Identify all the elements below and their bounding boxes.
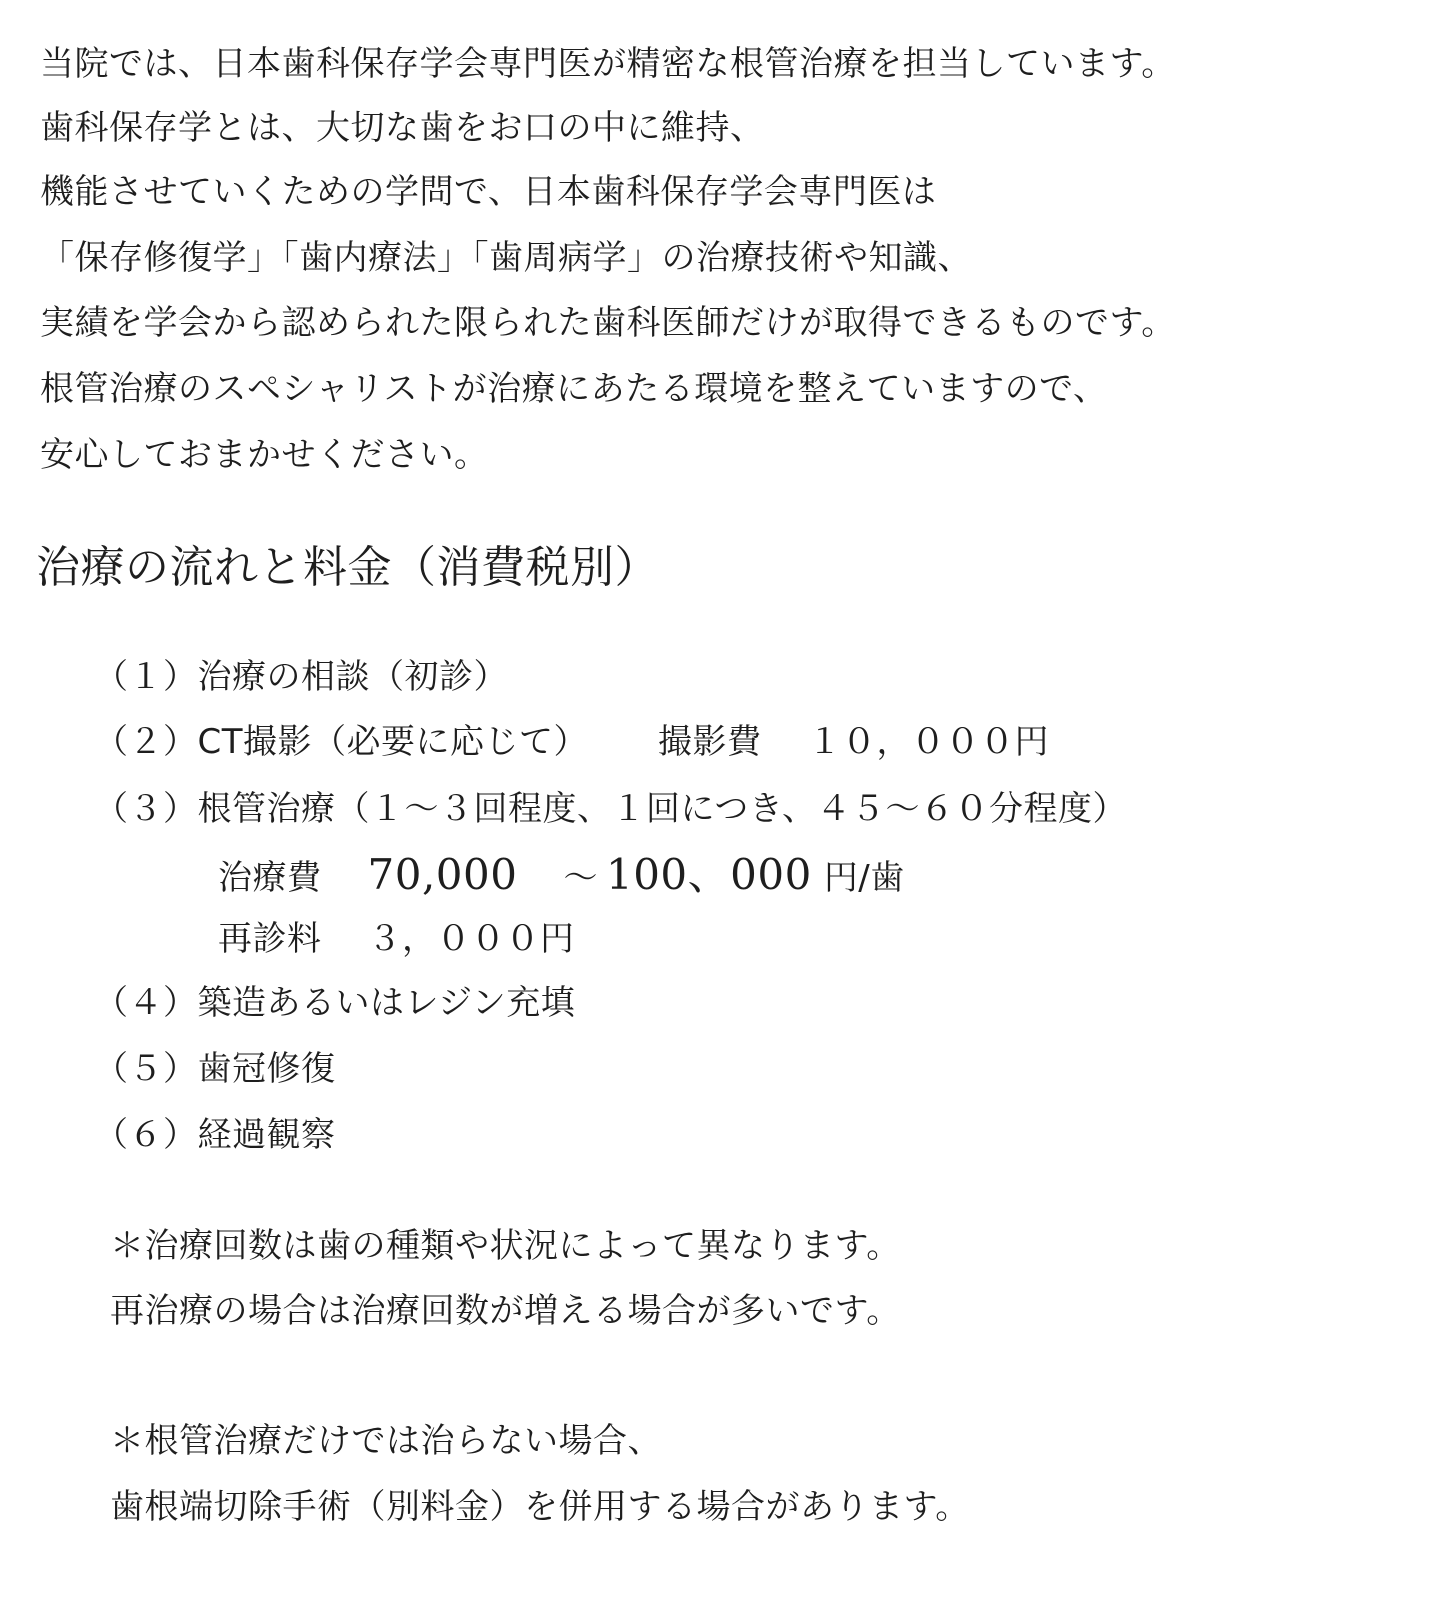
ct-fee-label: 撮影費 — [658, 722, 762, 762]
step-crown-restoration: （５）歯冠修復 — [94, 1049, 336, 1089]
step-follow-up: （６）経過観察 — [94, 1115, 336, 1155]
treatment-fee-min: 70,000 — [367, 850, 518, 899]
revisit-fee-value: ３，０００円 — [367, 919, 575, 959]
intro-line-2: 歯科保存学とは、大切な歯をお口の中に維持、 — [40, 108, 765, 148]
section-title: 治療の流れと料金（消費税別） — [36, 542, 659, 593]
treatment-fee-tilde: ～ — [563, 858, 598, 898]
note-line-2: 再治療の場合は治療回数が増える場合が多いです。 — [110, 1291, 901, 1331]
revisit-fee — [218, 919, 575, 959]
step-core-buildup: （４）築造あるいはレジン充填 — [94, 983, 576, 1023]
treatment-fee — [218, 852, 905, 901]
intro-line-6: 根管治療のスペシャリストが治療にあたる環境を整えていますので、 — [40, 369, 1108, 409]
treatment-fee-unit: 円/歯 — [823, 858, 905, 898]
step-ct-scan-label: （２）CT撮影（必要に応じて） — [94, 722, 589, 762]
intro-line-4: 「保存修復学」「歯内療法」「歯周病学」の治療技術や知識、 — [40, 238, 972, 278]
note-line-4: 歯根端切除手術（別料金）を併用する場合があります。 — [110, 1487, 970, 1527]
intro-line-3: 機能させていくための学問で、日本歯科保存学会専門医は — [40, 172, 937, 212]
intro-line-7: 安心しておまかせください。 — [40, 435, 489, 475]
revisit-fee-label: 再診料 — [218, 919, 322, 959]
ct-fee-value: １０，０００円 — [807, 722, 1050, 762]
note-line-3: ＊根管治療だけでは治らない場合、 — [110, 1421, 662, 1461]
intro-line-1: 当院では、日本歯科保存学会専門医が精密な根管治療を担当しています。 — [40, 44, 1176, 84]
step-root-canal: （３）根管治療（１～３回程度、１回につき、４５～６０分程度） — [94, 789, 1127, 829]
treatment-fee-max: 100、000 — [605, 850, 812, 899]
note-line-1: ＊治療回数は歯の種類や状況によって異なります。 — [110, 1226, 901, 1266]
step-ct-scan — [94, 722, 1049, 762]
step-consultation: （１）治療の相談（初診） — [94, 657, 508, 697]
intro-line-5: 実績を学会から認められた限られた歯科医師だけが取得できるものです。 — [40, 303, 1176, 343]
treatment-fee-label: 治療費 — [218, 858, 322, 898]
